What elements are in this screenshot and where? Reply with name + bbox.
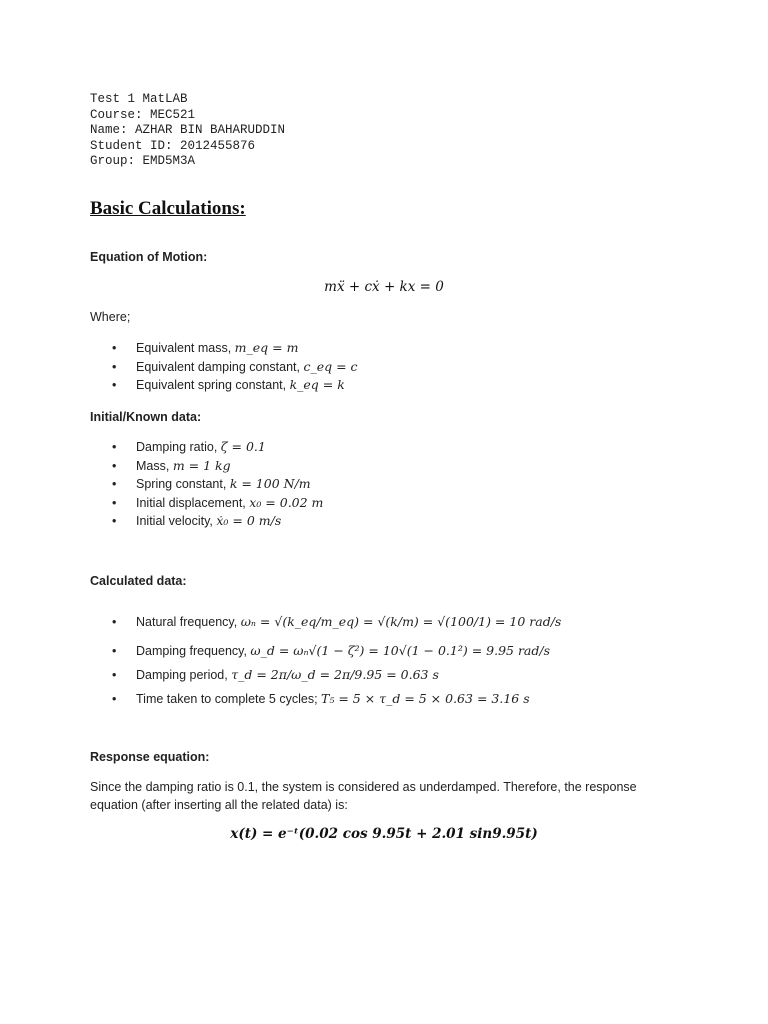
list-item: • Time taken to complete 5 cycles; T₅ = 5 × τ_d = 5 × 0.63 = 3.16 s <box>112 687 561 711</box>
list-item: • Damping period, τ_d = 2π/ω_d = 2π/9.95 = 0.63 s <box>112 663 561 687</box>
where-label: Where; <box>90 310 131 324</box>
list-item: • Natural frequency, ωₙ = √(k_eq/m_eq) = √(k/m) = √(100/1) = 10 rad/s <box>112 605 561 639</box>
header-name: Name: AZHAR BIN BAHARUDDIN <box>90 123 286 137</box>
known-data-list <box>112 438 323 531</box>
page-heading: Basic Calculations: <box>90 198 246 219</box>
calculated-data-list <box>112 605 561 711</box>
student-header <box>90 92 285 170</box>
list-item: • Mass, m = 1 kg <box>112 457 323 476</box>
list-item: • Initial displacement, x₀ = 0.02 m <box>112 494 323 513</box>
list-item: • Equivalent damping constant, c_eq = c <box>112 358 358 377</box>
response-title: Response equation: <box>90 750 210 764</box>
eom-title: Equation of Motion: <box>90 250 208 264</box>
calculated-data-title: Calculated data: <box>90 574 187 588</box>
list-item: • Damping ratio, ζ = 0.1 <box>112 438 323 457</box>
list-item: • Spring constant, k = 100 N/m <box>112 475 323 494</box>
response-paragraph-line-1: Since the damping ratio is 0.1, the system is considered as underdamped. Therefore, the response <box>90 780 637 794</box>
header-course: Course: MEC521 <box>90 107 196 122</box>
response-paragraph-line-2: equation (after inserting all the related data) is: <box>90 798 348 812</box>
equivalents-list <box>112 339 358 395</box>
response-equation: x(t) = e⁻ᵗ(0.02 cos 9.95t + 2.01 sin9.95t) <box>230 826 538 842</box>
list-item: • Equivalent spring constant, k_eq = k <box>112 376 358 395</box>
known-data-title: Initial/Known data: <box>90 410 202 424</box>
header-student-id: Student ID: 2012455876 <box>90 138 256 153</box>
list-item: • Initial velocity, ẋ₀ = 0 m/s <box>112 512 323 531</box>
list-item: • Equivalent mass, m_eq = m <box>112 339 358 358</box>
list-item: • Damping frequency, ω_d = ωₙ√(1 − ζ²) = 10√(1 − 0.1²) = 9.95 rad/s <box>112 639 561 663</box>
header-test-title: Test 1 MatLAB <box>90 92 188 106</box>
header-group: Group: EMD5M3A <box>90 154 196 168</box>
eom-equation: mẍ + cẋ + kx = 0 <box>324 279 444 295</box>
